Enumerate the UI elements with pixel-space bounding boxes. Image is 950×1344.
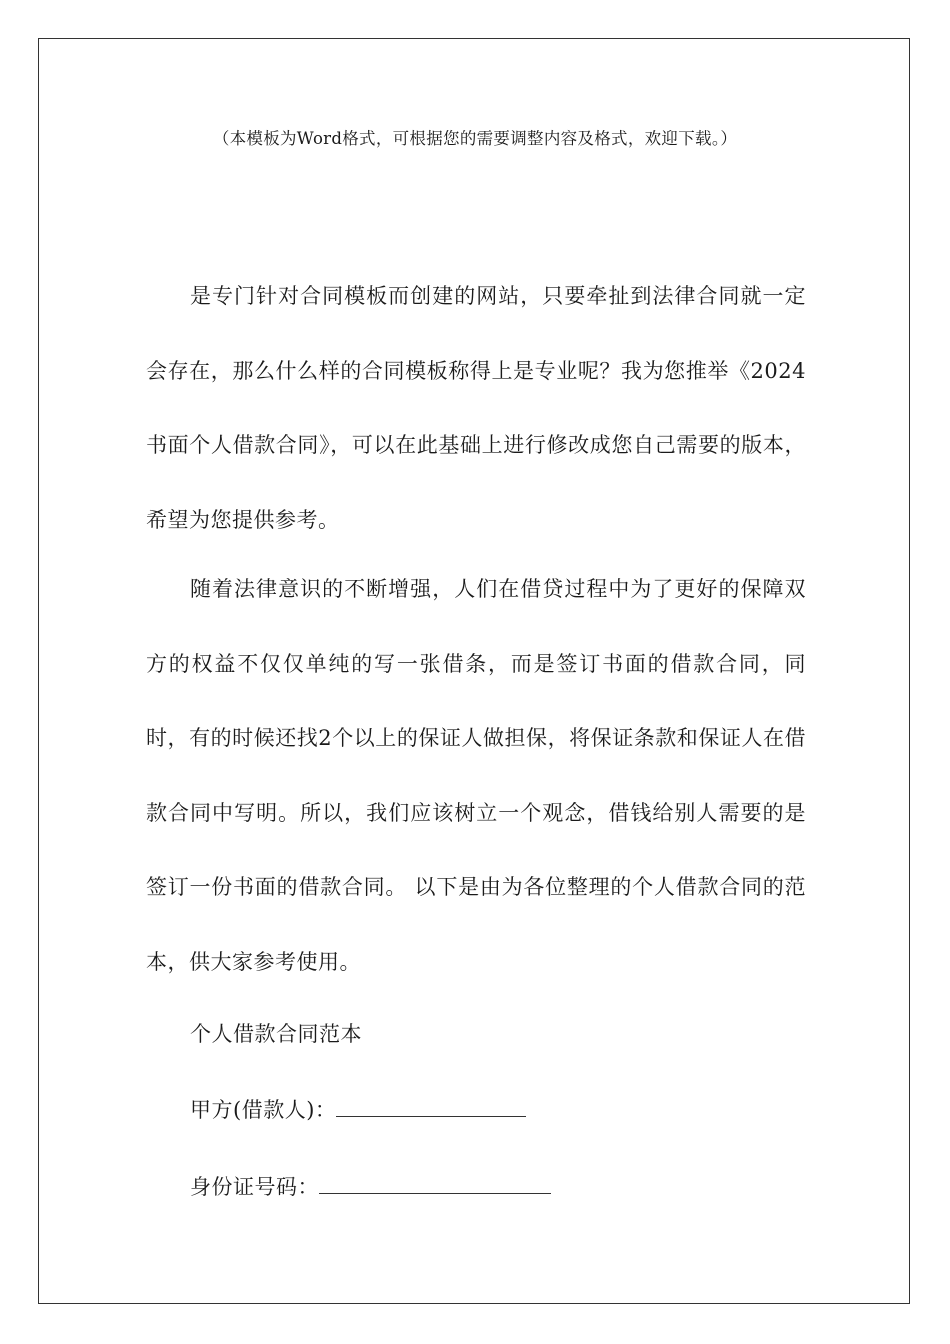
contract-title: 个人借款合同范本: [190, 1022, 362, 1046]
background-paragraph: 随着法律意识的不断增强，人们在借贷过程中为了更好的保障双方的权益不仅仅单纯的写一张借条，而是签订书面的借款合同，同时，有的时候还找2个以上的保证人做担保，将保证条款和保证人在借款合同中写明。所以，我们应该树立一个观念，借钱给别人需要的是签订一份书面的借款合同。 以下是由为各位整理的个人借款合同的范本，供大家参考使用。: [146, 577, 806, 974]
id-number-field: [190, 1172, 551, 1202]
id-number-label: 身份证号码：: [190, 1175, 319, 1199]
party-a-field: [190, 1095, 526, 1125]
party-a-blank-line: [336, 1098, 526, 1117]
id-number-blank-line: [319, 1175, 551, 1194]
template-header-note: （本模板为Word格式，可根据您的需要调整内容及格式，欢迎下载。）: [212, 129, 738, 148]
intro-paragraph: 是专门针对合同模板而创建的网站，只要牵扯到法律合同就一定会存在，那么什么样的合同模板称得上是专业呢？我为您推举《2024书面个人借款合同》，可以在此基础上进行修改成您自己需要的版本，希望为您提供参考。: [146, 284, 806, 532]
party-a-label: 甲方(借款人)：: [190, 1098, 337, 1122]
